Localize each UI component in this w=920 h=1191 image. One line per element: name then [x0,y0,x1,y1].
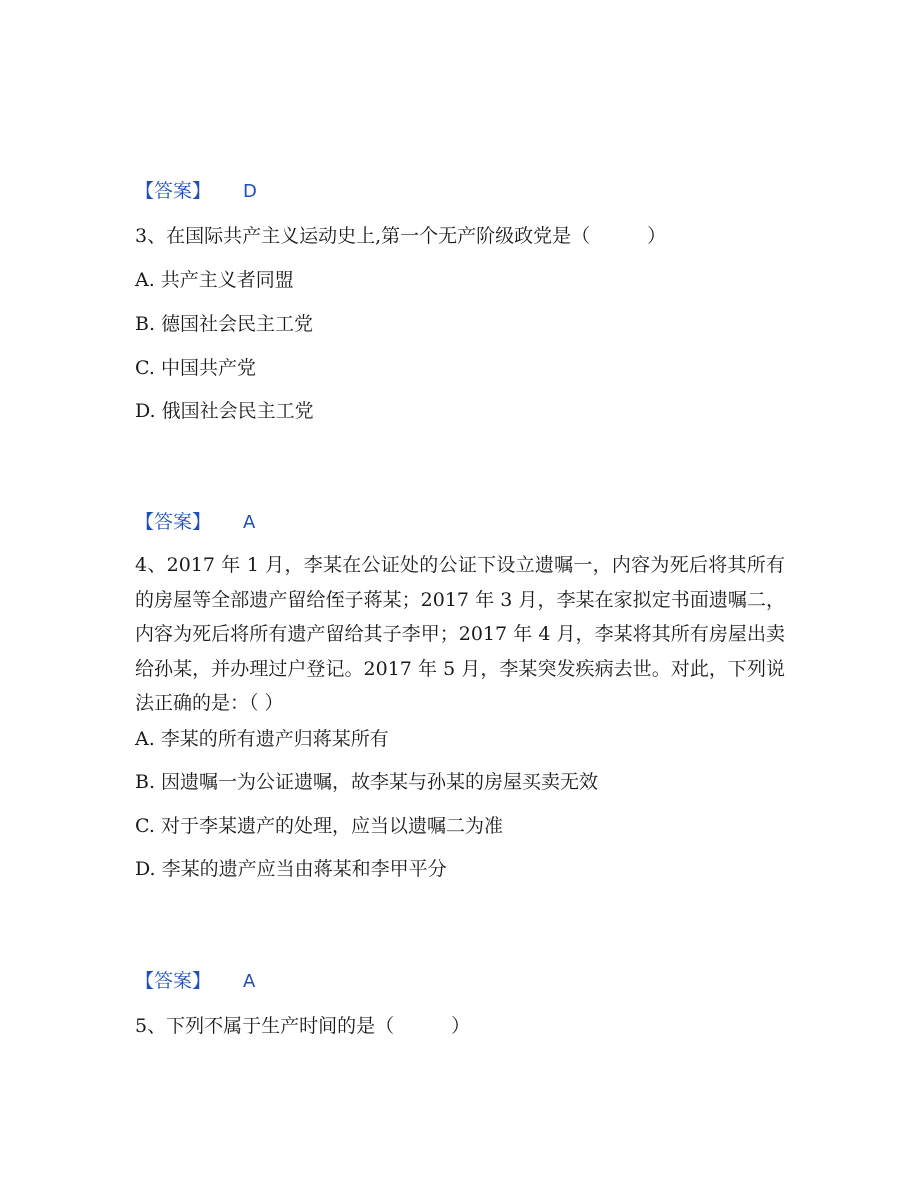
question-3-option-d: D. 俄国社会民主工党 [135,400,314,422]
answer-value: A [243,971,256,992]
answer-label: 【答案】 [135,180,212,202]
question-4-option-b: B. 因遗嘱一为公证遗嘱，故李某与孙某的房屋买卖无效 [135,771,599,793]
answer-value: D [243,181,257,202]
question-4-option-d: D. 李某的遗产应当由蒋某和李甲平分 [135,858,447,880]
question-3-option-c: C. 中国共产党 [135,357,256,379]
question-4-option-c: C. 对于李某遗产的处理，应当以遗嘱二为准 [135,815,503,837]
question-3-stem: 3、在国际共产主义运动史上,第一个无产阶级政党是（ ） [135,225,667,247]
answer-value: A [243,512,256,533]
question-5-stem: 5、下列不属于生产时间的是（ ） [135,1015,471,1037]
answer-line [135,964,255,999]
answer-line [135,174,257,209]
question-3-option-a: A. 共产主义者同盟 [135,269,294,291]
answer-line [135,505,255,540]
question-3-option-b: B. 德国社会民主工党 [135,313,314,335]
question-4-stem: 4、2017 年 1 月，李某在公证处的公证下设立遗嘱一，内容为死后将其所有的房屋等全部遗产留给侄子蒋某；2017 年 3 月，李某在家拟定书面遗嘱二，内容为死后将所有遗产留给其子李甲；2017 年 4 月，李某将其所有房屋出卖给孙某，并办理过户登记。2017 年 5 月，李某突发疾病去世。对此，下列说法正确的是：（ ） [135,554,785,714]
question-4-option-a: A. 李某的所有遗产归蒋某所有 [135,728,389,750]
answer-label: 【答案】 [135,970,212,992]
answer-label: 【答案】 [135,511,212,533]
